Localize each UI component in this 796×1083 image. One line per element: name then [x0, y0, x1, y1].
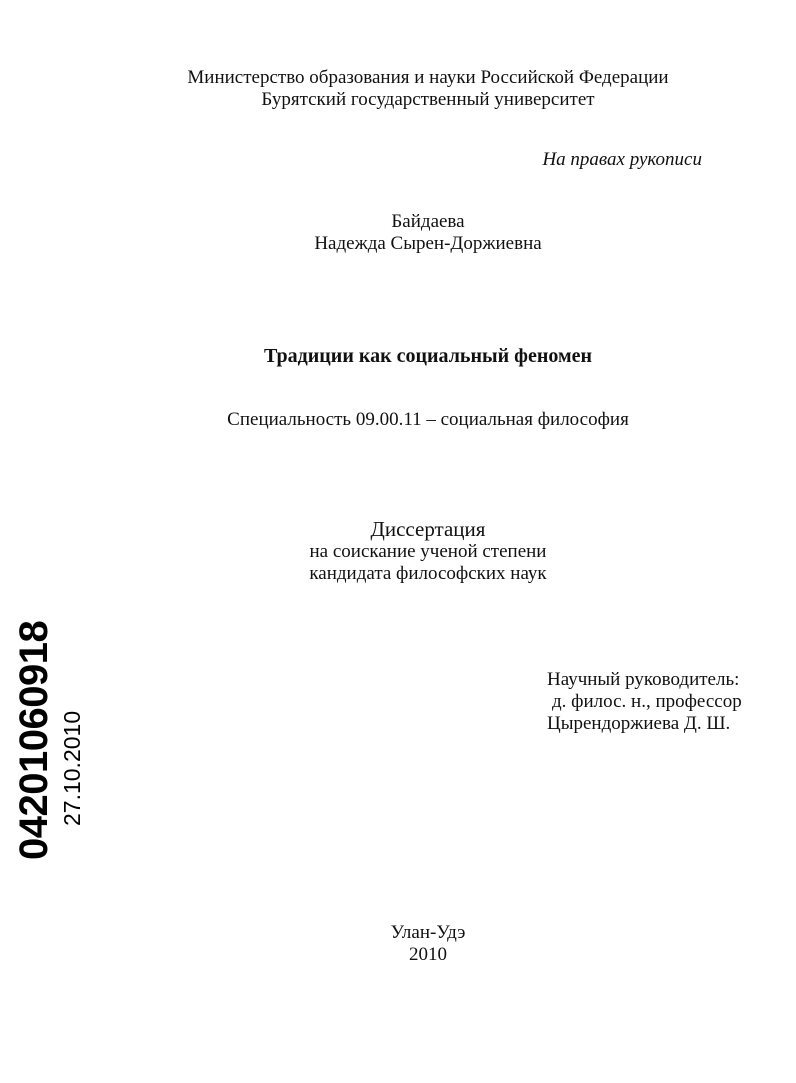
author-surname: Байдаева: [391, 211, 465, 232]
degree-type: Диссертация: [370, 517, 486, 541]
supervisor-name: Цырендоржиева Д. Ш.: [547, 713, 731, 734]
degree-line-2: кандидата философских наук: [309, 563, 547, 584]
university-line: Бурятский государственный университет: [261, 89, 595, 110]
dissertation-title: Традиции как социальный феномен: [263, 345, 593, 367]
specialty: Специальность 09.00.11 – социальная философия: [227, 409, 629, 430]
year: 2010: [409, 944, 447, 965]
place: Улан-Удэ: [390, 922, 466, 943]
ministry-line: Министерство образования и науки Российской Федерации: [187, 67, 669, 88]
manuscript-note: На правах рукописи: [542, 149, 702, 170]
supervisor-label: Научный руководитель:: [547, 669, 740, 690]
library-stamp-date: 27.10.2010: [59, 710, 85, 826]
degree-line-1: на соискание ученой степени: [309, 541, 547, 562]
library-stamp-number: 04201060918: [12, 620, 56, 860]
supervisor-rank: д. филос. н., профессор: [552, 691, 742, 712]
author-given-names: Надежда Сырен-Доржиевна: [314, 233, 542, 254]
